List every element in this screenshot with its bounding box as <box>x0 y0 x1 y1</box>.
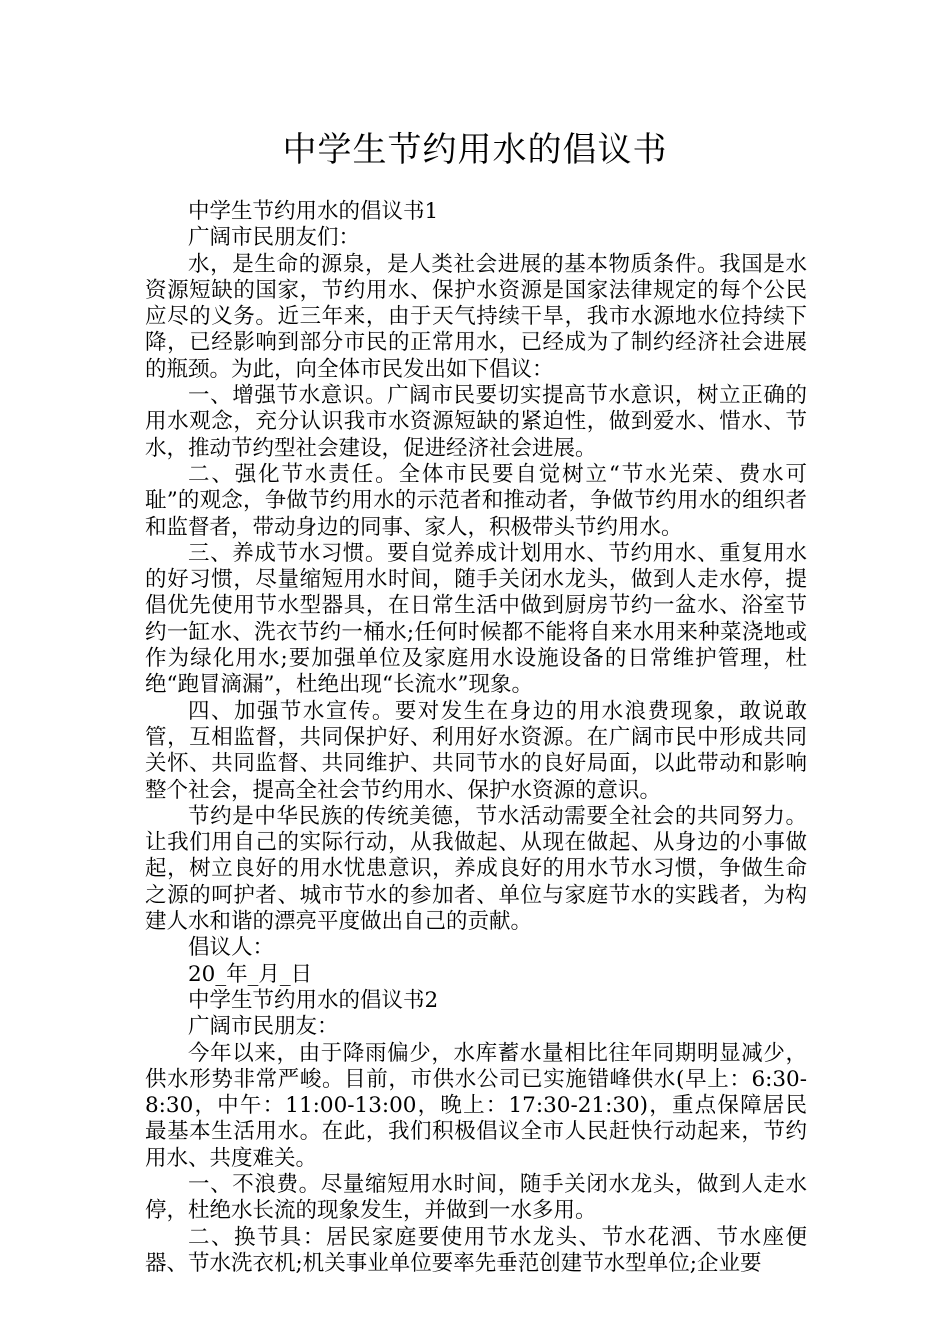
paragraph: 二、换节具：居民家庭要使用节水龙头、节水花洒、节水座便器、节水洗衣机;机关事业单位要率先垂范创建节水型单位;企业要 <box>145 1224 807 1276</box>
paragraph: 广阔市民朋友： <box>188 1014 339 1040</box>
paragraph: 水，是生命的源泉，是人类社会进展的基本物质条件。我国是水资源短缺的国家，节约用水、保护水资源是国家法律规定的每个公民应尽的义务。近三年来，由于天气持续干旱，我市水源地水位持续下降，已经影响到部分市民的正常用水，已经成为了制约经济社会进展的瓶颈。为此，向全体市民发出如下倡议： <box>145 251 807 382</box>
paragraph: 今年以来，由于降雨偏少，水库蓄水量相比往年同期明显减少，供水形势非常严峻。目前，市供水公司已实施错峰供水(早上：6:30-8:30，中午：11:00-13:00，晚上：17:30-21:30)，重点保障居民最基本生活用水。在此，我们积极倡议全市人民赶快行动起来，节约用水、共度难关。 <box>145 1040 807 1171</box>
paragraph: 四、加强节水宣传。要对发生在身边的用水浪费现象，敢说敢管，互相监督，共同保护好、利用好水资源。在广阔市民中形成共同关怀、共同监督、共同维护、共同节水的良好局面，以此带动和影响整个社会，提高全社会节约用水、保护水资源的意识。 <box>145 698 807 803</box>
paragraph: 20_年_月_日 <box>188 961 313 987</box>
paragraph: 节约是中华民族的传统美德，节水活动需要全社会的共同努力。让我们用自己的实际行动，从我做起、从现在做起、从身边的小事做起，树立良好的用水忧患意识，养成良好的用水节水习惯，争做生命之源的呵护者、城市节水的参加者、单位与家庭节水的实践者，为构建人水和谐的漂亮平度做出自己的贡献。 <box>145 803 807 935</box>
page-title: 中学生节约用水的倡议书 <box>282 130 668 170</box>
paragraph: 倡议人： <box>188 935 275 961</box>
paragraph: 一、增强节水意识。广阔市民要切实提高节水意识，树立正确的用水观念，充分认识我市水资源短缺的紧迫性，做到爱水、惜水、节水，推动节约型社会建设，促进经济社会进展。 <box>145 383 807 461</box>
document-body <box>145 199 807 1277</box>
paragraph: 一、不浪费。尽量缩短用水时间，随手关闭水龙头，做到人走水停，杜绝水长流的现象发生，并做到一水多用。 <box>145 1171 807 1224</box>
paragraph: 中学生节约用水的倡议书2 <box>188 987 439 1013</box>
paragraph: 广阔市民朋友们： <box>188 225 361 251</box>
paragraph: 二、强化节水责任。全体市民要自觉树立“节水光荣、费水可耻”的观念，争做节约用水的示范者和推动者，争做节约用水的组织者和监督者，带动身边的同事、家人，积极带头节约用水。 <box>145 461 807 540</box>
paragraph: 三、养成节水习惯。要自觉养成计划用水、节约用水、重复用水的好习惯，尽量缩短用水时间，随手关闭水龙头，做到人走水停，提倡优先使用节水型器具，在日常生活中做到厨房节约一盆水、浴室节约一缸水、洗衣节约一桶水;任何时候都不能将自来水用来种菜浇地或作为绿化用水;要加强单位及家庭用水设施设备的日常维护管理，杜绝“跑冒滴漏”，杜绝出现“长流水”现象。 <box>145 540 807 698</box>
paragraph: 中学生节约用水的倡议书1 <box>188 199 439 224</box>
